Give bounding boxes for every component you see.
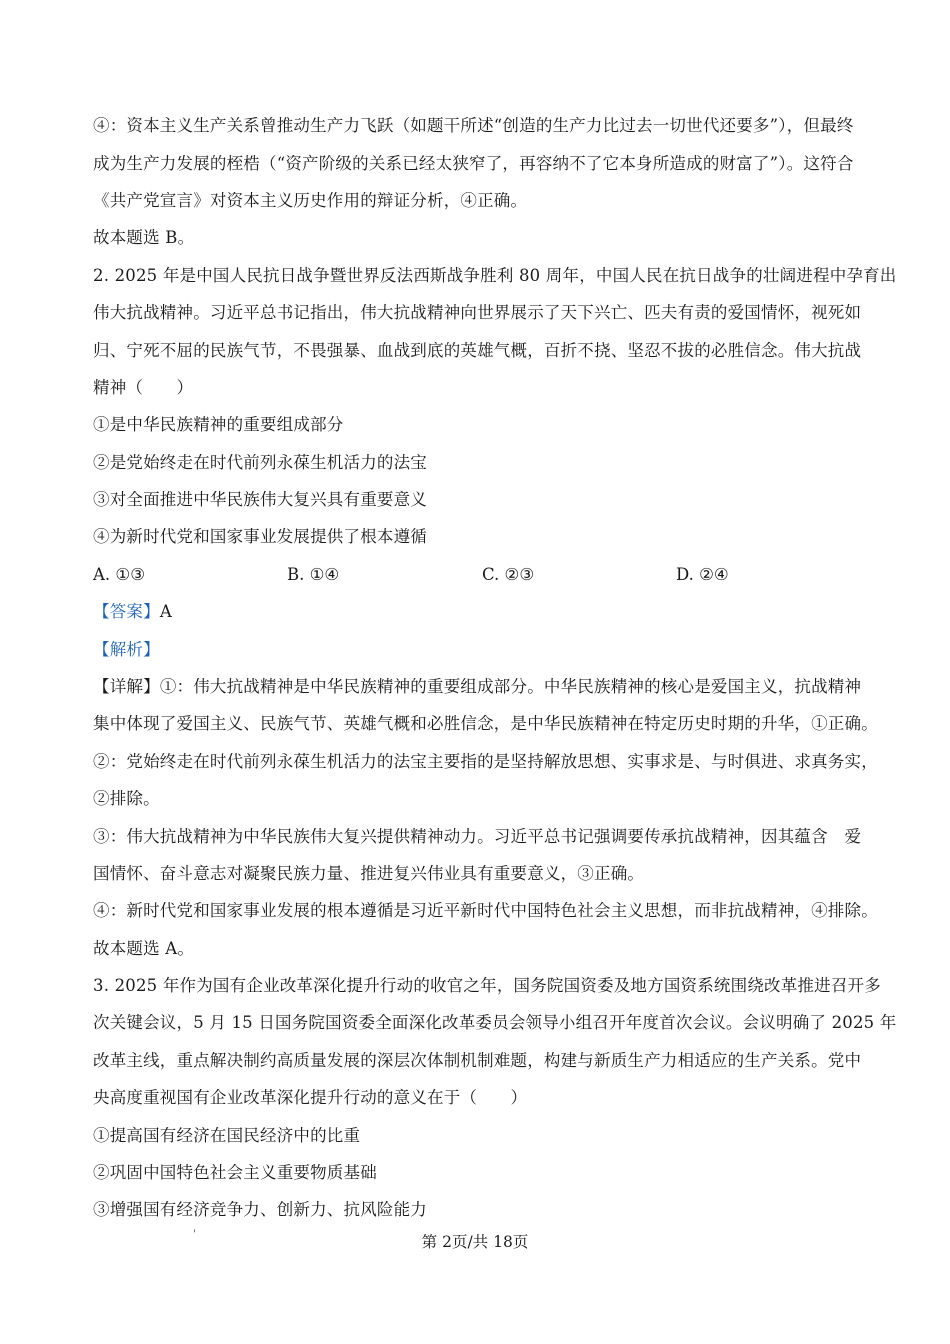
q2-conclusion: 故本题选 A。 [93, 939, 195, 958]
q2-detail-line: ②排除。 [93, 789, 160, 808]
q2-answer [93, 602, 172, 622]
q2-detail-line: ④：新时代党和国家事业发展的根本遵循是习近平新时代中国特色社会主义思想，而非抗战精神，④排除。 [93, 901, 878, 920]
q2-option-a: A. ①③ [93, 565, 145, 584]
q3-stem-line: 央高度重视国有企业改革深化提升行动的意义在于（ ） [93, 1088, 528, 1107]
q2-statement: ①是中华民族精神的重要组成部分 [93, 415, 344, 434]
q2-statement: ④为新时代党和国家事业发展提供了根本遵循 [93, 527, 427, 546]
footer-mark: ' [193, 1229, 196, 1240]
q2-analysis-heading [93, 640, 160, 660]
q3-stem-line: 改革主线，重点解决制约高质量发展的深层次体制机制难题，构建与新质生产力相适应的生产关系。党中 [93, 1051, 862, 1070]
q2-option-d: D. ②④ [676, 565, 729, 584]
q2-stem-line: 伟大抗战精神。习近平总书记指出，伟大抗战精神向世界展示了天下兴亡、匹夫有责的爱国情怀，视死如 [93, 303, 862, 322]
q2-statement: ②是党始终走在时代前列永葆生机活力的法宝 [93, 453, 427, 472]
q2-detail-line: 集中体现了爱国主义、民族气节、英雄气概和必胜信念，是中华民族精神在特定历史时期的升华，①正确。 [93, 714, 878, 733]
prev-conclusion: 故本题选 B。 [93, 228, 195, 247]
q3-statement: ②巩固中国特色社会主义重要物质基础 [93, 1163, 377, 1182]
q3-stem-line: 次关键会议，5 月 15 日国务院国资委全面深化改革委员会领导小组召开年度首次会议。会议明确了 2025 年 [93, 1013, 897, 1032]
q3-stem-line: 3. 2025 年作为国有企业改革深化提升行动的收官之年，国务院国资委及地方国资系统围绕改革推进召开多 [93, 976, 881, 995]
q3-statement: ①提高国有经济在国民经济中的比重 [93, 1126, 361, 1145]
prev-explanation-line: 《共产党宣言》对资本主义历史作用的辩证分析，④正确。 [93, 191, 528, 210]
q2-option-b: B. ①④ [287, 565, 340, 584]
prev-explanation-line: ④：资本主义生产关系曾推动生产力飞跃（如题干所述“创造的生产力比过去一切世代还要多”），但最终 [93, 116, 854, 135]
analysis-tag: 【解析】 [93, 640, 160, 659]
q2-stem-line: 归、宁死不屈的民族气节，不畏强暴、血战到底的英雄气概，百折不挠、坚忍不拔的必胜信念。伟大抗战 [93, 341, 862, 360]
q2-stem-line: 2. 2025 年是中国人民抗日战争暨世界反法西斯战争胜利 80 周年，中国人民在抗日战争的壮阔进程中孕育出 [93, 266, 897, 285]
q2-statement: ③对全面推进中华民族伟大复兴具有重要意义 [93, 490, 427, 509]
q2-detail-line: ③：伟大抗战精神为中华民族伟大复兴提供精神动力。习近平总书记强调要传承抗战精神，因其蕴含 爱 [93, 827, 862, 846]
q2-detail-line [93, 677, 861, 697]
prev-explanation-line: 成为生产力发展的桎梏（“资产阶级的关系已经太狭窄了，再容纳不了它本身所造成的财富了”）。这符合 [93, 154, 854, 173]
q2-detail-line: 国情怀、奋斗意志对凝聚民族力量、推进复兴伟业具有重要意义，③正确。 [93, 864, 645, 883]
q2-detail-line: ②：党始终走在时代前列永葆生机活力的法宝主要指的是坚持解放思想、实事求是、与时俱进、求真务实， [93, 752, 878, 771]
q2-option-c: C. ②③ [482, 565, 535, 584]
page-number: 第 2页/共 18页 [421, 1233, 529, 1251]
answer-value: A [159, 602, 172, 621]
q2-stem-line: 精神（ ） [93, 378, 194, 397]
q3-statement: ③增强国有经济竞争力、创新力、抗风险能力 [93, 1200, 427, 1219]
detail-tag: 【详解】 [93, 677, 160, 696]
detail-text: ①：伟大抗战精神是中华民族精神的重要组成部分。中华民族精神的核心是爱国主义，抗战精神 [159, 677, 862, 696]
answer-tag: 【答案】 [93, 602, 160, 621]
